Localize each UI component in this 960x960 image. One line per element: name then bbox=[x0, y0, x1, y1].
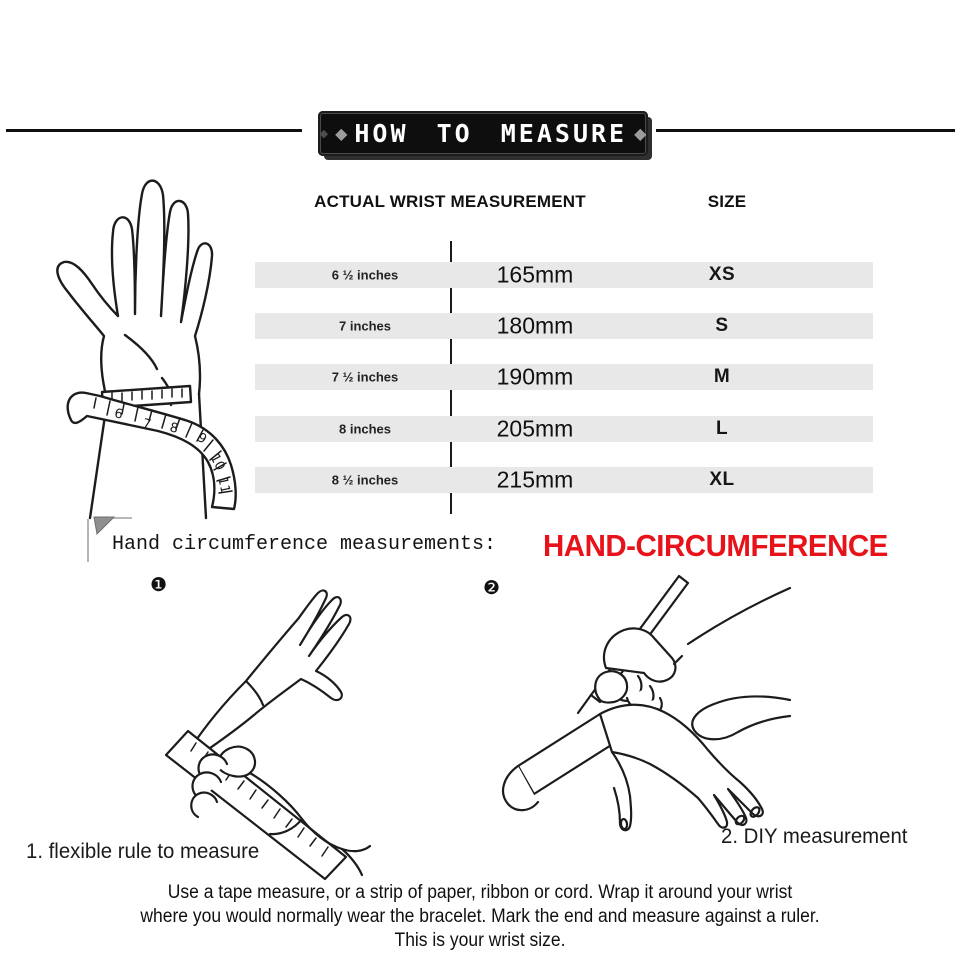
mm-value: 190mm bbox=[496, 363, 574, 390]
diamond-icon: ◆ bbox=[319, 127, 329, 140]
svg-text:11: 11 bbox=[214, 475, 233, 495]
mm-value: 205mm bbox=[496, 415, 574, 442]
arm-cuff bbox=[692, 697, 790, 740]
column-header-size: SIZE bbox=[707, 192, 747, 211]
palm-outline bbox=[57, 181, 212, 400]
table-row bbox=[255, 467, 873, 493]
caption-diy-measurement: 2. DIY measurement bbox=[721, 825, 908, 848]
mm-value: 180mm bbox=[496, 312, 574, 339]
inches-value: 7 ½ inches bbox=[331, 369, 399, 385]
column-header-measurement: ACTUAL WRIST MEASUREMENT bbox=[314, 192, 586, 211]
step-1-badge: ❶ bbox=[150, 574, 168, 596]
diamond-icon: ◆ bbox=[634, 123, 647, 143]
hand-with-tape-illustration bbox=[30, 150, 280, 525]
how-to-measure-banner bbox=[318, 111, 648, 156]
arm-upper-edge bbox=[688, 588, 790, 644]
diamond-icon: ◆ bbox=[335, 123, 348, 143]
lower-hand bbox=[600, 705, 763, 831]
wrist-strip bbox=[503, 714, 616, 810]
svg-text:10: 10 bbox=[206, 451, 228, 474]
step-2-badge: ❷ bbox=[483, 577, 501, 599]
size-value: S bbox=[715, 315, 729, 336]
mm-value: 165mm bbox=[496, 261, 574, 288]
hand-circumference-title: HAND-CIRCUMFERENCE bbox=[543, 528, 888, 563]
inches-value: 7 inches bbox=[338, 318, 392, 334]
upper-hand bbox=[190, 591, 350, 755]
mm-value: 215mm bbox=[496, 466, 574, 493]
svg-text:6: 6 bbox=[113, 406, 124, 423]
footer-line: This is your wrist size. bbox=[394, 930, 566, 951]
caption-flexible-rule: 1. flexible rule to measure bbox=[26, 840, 260, 863]
size-value: M bbox=[713, 366, 731, 387]
table-row bbox=[255, 364, 873, 390]
table-row bbox=[255, 416, 873, 442]
size-value: XS bbox=[708, 264, 736, 285]
header-rule-left bbox=[6, 129, 302, 132]
inches-value: 8 ½ inches bbox=[331, 472, 399, 488]
footer-line: where you would normally wear the bracelet. Mark the end and measure against a ruler. bbox=[140, 906, 820, 927]
banner-title: HOW TO MEASURE bbox=[354, 119, 628, 148]
flexible-rule-illustration bbox=[150, 583, 435, 878]
table-row bbox=[255, 262, 873, 288]
size-value: L bbox=[715, 418, 729, 439]
svg-text:9: 9 bbox=[194, 430, 210, 448]
svg-text:7: 7 bbox=[141, 416, 153, 433]
pen-holding-hand bbox=[595, 628, 682, 715]
diy-measurement-illustration bbox=[488, 572, 793, 867]
svg-text:8: 8 bbox=[168, 420, 180, 437]
footer-instructions bbox=[38, 881, 921, 953]
inches-value: 6 ½ inches bbox=[331, 267, 399, 283]
size-value: XL bbox=[709, 469, 735, 490]
header-rule-right bbox=[656, 129, 955, 132]
table-row bbox=[255, 313, 873, 339]
hand-circumference-caption: Hand circumference measurements: bbox=[112, 533, 497, 556]
inches-value: 8 inches bbox=[338, 421, 392, 437]
footer-line: Use a tape measure, or a strip of paper, ribbon or cord. Wrap it around your wrist bbox=[167, 882, 793, 903]
